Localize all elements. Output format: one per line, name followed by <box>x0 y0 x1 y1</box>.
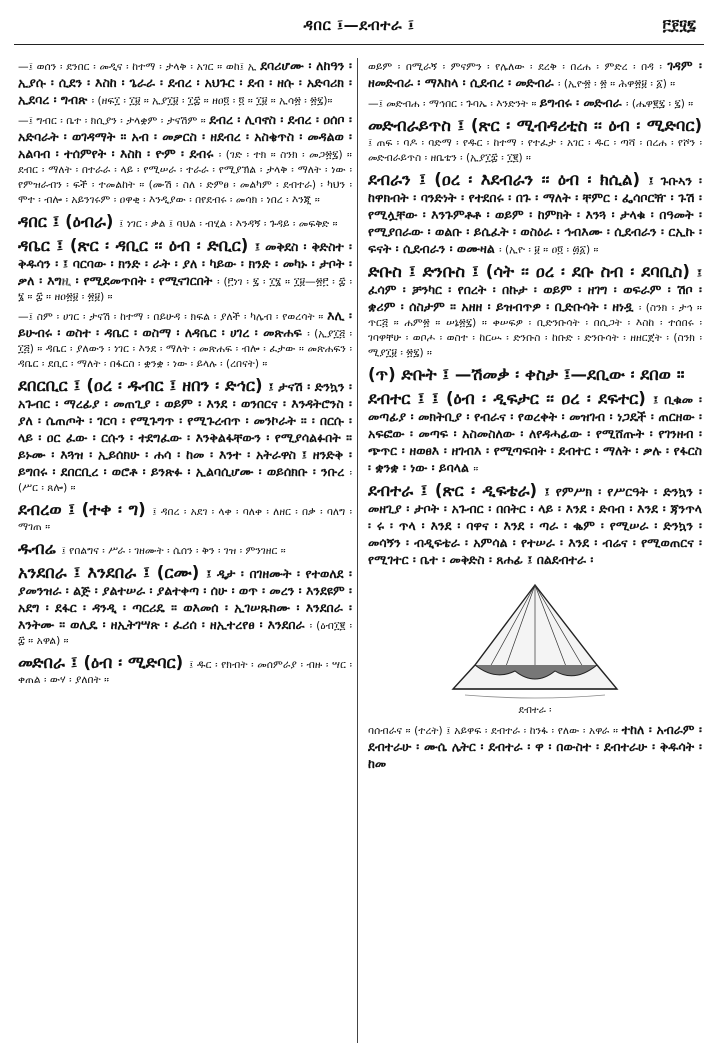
citation-text: ገዳም ፡ ዘመድብራ ፡ ማእከላ ፡ ሲደብረ ፡ መድብራ <box>368 58 702 90</box>
reference-text: ። <box>473 463 479 475</box>
dictionary-entry <box>18 562 352 649</box>
column-divider <box>357 58 358 1043</box>
reference-text: ፡ (ስንክ ፡ ታኅ ። ጥር፭ ። ሐም፳ ። ሠኔ፳፯) ። ቀሠፍዎ ፡ ቢድንቡሳት ፡ በሲጋት ፡ እስከ ፡ ተሰበሩ ፡ ገባዋቸሁ ፡ ወቦሖ ፡ ወስተ ፡ ከርሡ ፡ ድንቡስ ፡ ከቡድ ፡ ድንቡሳት ፡ ዘዘርጀት ፡ (ስንክ ፡ ሚያ፲፱ ፡ ፳፯) ። <box>368 302 702 359</box>
reference-text: ፡ (ሥር ፡ ጸሎ) ። <box>18 467 352 494</box>
reference-text: ፤ ጠፍ ፡ ባዶ ፡ ባድማ ፡ የዱር ፡ ከተማ ፡ የተፈታ ፡ አገር ፡ ዱር ፡ ጣሻ ፡ በረሐ ፡ የሾን ፡ መድብራይጥስ ፡ ዘቤቴን ፡ (ኢያ፲፰ ፡ ፲፪) ። <box>368 137 702 164</box>
headword: ድቡስ ፤ ድንቡስ ፤ (ሳት ፡፡ ዐረ ፡ ደቡ ስብ ፡ ደባቢስ) <box>368 262 697 281</box>
reference-text: ፡ (ኢያ፲፭ ፡ ፲፭) ። ዳቤር ፡ ያለውን ፡ ነገር ፡ እንደ ፡ ማለት ፡ መጽሐፍ ፡ ብሎ ፡ ፈታው ። መጽሐፍን ፡ ዳቤር ፡ ደቢር ፡ ማለት ፡ በፋርስ ፡ ቋንቋ ፡ ነው ፡ ይላሉ ፡ (ረበናት) ። <box>18 328 352 370</box>
headword: ደብተራ ፤ (ጽር ፡ ዲፍቴራ) <box>368 481 545 500</box>
entry-text: —፤ ወሰን ፡ ደንበር ፡ መዲና ፡ ከተማ ፡ ታላቅ ፡ አገር ። ወከ፤ ኢ <box>18 61 261 73</box>
dictionary-entry <box>18 538 352 559</box>
reference-text: ፡ (ሔዋ፪፯ ፡ ፯) ። <box>626 98 694 110</box>
tent-illustration <box>435 577 635 703</box>
citation-text: ደባሪሆሙ ፡ ለከዓን ፡ ኢያሱ ፡ ሲደን ፡ እስከ ፡ ጌራራ ፡ ደብረ ፡ አህጉር ፡ ደብ ፡ ዘሱ ፡ አድባሪክ ፡ ኢደባረ ፡ ግብጽ <box>18 58 352 107</box>
citation-text: ፤ የምሥክ ፡ የሥርዓት ፡ ድንኳን ፡ መዘጊያ ፡ ታቦት ፡ አጉብር ፡ በበትር ፡ ላይ ፡ እንደ ፡ ድባብ ፡ እንደ ፡ ጃንጥላ ፡ ሩ ፡ ጥላ ፡ እንደ ፡ ባዋና ፡ እንደ ፡ ጣራ ፡ ቈም ፡ የሚሠራ ፡ ድንኳን ፡ መሳኝን ፡ ብዲፍቴራ ፡ አምሳል ፡ የተሠራ ፡ እንደ ፡ ብሬና ፡ የሚወጠርና ፡ የሚገተር ፡ ቤተ ፡ መቅድስ ፡ ጸሐፊ ፤ በልደብተራ ፡ <box>368 484 702 567</box>
citation-text: እሊ ፡ ይሁብሩ ፡ ወስተ ፡ ዳቤር ፡ ወስማ ፡ ለዳቤር ፡ ሀገረ ፡ መጽሐፍ <box>18 308 352 340</box>
citation-text: ተከለ ፡ አብራም ፡ ደብተራሁ ፡ ሙሴ ሌትር ፡ ደብተራ ፡ ዋ ፡ በውስተ ፡ ደብተራሁ ፡ ቅዱሳት ፡ ከመ <box>368 722 702 771</box>
headword: ደበርቢር ፤ (ዐረ ፡ ዱብር ፤ ዘበን ፡ ድኅር) <box>18 376 269 395</box>
reference-text: ፡ (ኢዮ፳ ፡ ፳ ። ሕዋ፳፱ ፡ ፩) ። <box>558 78 676 90</box>
dictionary-entry <box>368 95 702 112</box>
headword: አንደበራ ፤ እንደበራ ፤ (ርሙ) <box>18 563 207 582</box>
reference-text: ፡ (፫ነገ ፡ ፯ ፡ ፲፮ ። ፲፱—፳፫ ፡ ፰ ፡ ፮ ። ፰ ። ዘዐ፳፱ ፡ ፳፱) ። <box>18 276 352 303</box>
reference-text: ፤ ዱር ፡ የክብት ፡ መሰምራያ ፡ ብዙ ፡ ሣር ፡ ቀጠል ፡ ውሃ ፡ ያለበት ። <box>18 659 352 686</box>
headword: ደብተር ፤ ፤ (ዕብ ፡ ዲፍታር ፡፡ ዐረ ፡ ደፍተር) <box>368 389 654 408</box>
running-head: ዳበር ፤—ደብተራ ፤ <box>303 16 415 34</box>
reference-text: ፡ (ዘፍ፲ ፡ ፲፱ ። ኢያ፲፱ ፡ ፲፰ ። ዘዐ፬ ፡ ፬ ። ፲፱ ። ኢሳ፳ ፡ ፳፯)። <box>91 95 333 107</box>
dictionary-entry <box>368 115 702 166</box>
page-header <box>14 10 704 45</box>
citation-text: ይግብሩ ፡ መድብራ <box>539 95 627 110</box>
dictionary-entry <box>18 211 352 232</box>
dictionary-entry <box>18 652 352 688</box>
dictionary-entry <box>18 308 352 372</box>
entry-text: —፤ ስም ፡ ሀገር ፡ ታናሽ ፡ ከተማ ፡ በይሁዳ ፡ ክፍል ፡ ያለች ፡ ካሌብ ፡ የወረሳት ። <box>18 311 328 323</box>
dictionary-entry <box>18 112 352 208</box>
entry-text: ባሰብራና ። (ተረት) ፤ አይዋፍ ፡ ደብተራ ፡ ከንፋ ፡ የለው ፡ አዋራ ። <box>368 725 622 737</box>
dictionary-entry <box>368 58 702 92</box>
reference-text: ፤ ዳበረ ፡ አደገ ፡ ላቀ ፡ ባለቀ ፡ ለዘር ፡ በቃ ፡ ባለግ ፡ ማገጠ ። <box>18 506 352 533</box>
reference-text: ፡ (ገድ ፡ ተክ ። ስንክ ፡ መጋ፳፯) ። ደብር ፡ ማለት ፡ በተራራ ፡ ላይ ፡ የሚሠራ ፡ ተራራ ፡ የሚያኽል ፡ ታላቅ ፡ ማለት ፡ ነው ፡ የምዝራብን ፡ ፍች ፡ ተመልከት ። (ሙሽ ፡ ስለ ፡ ድምፀ ፡ መልካም ፡ ደብተራ) ፡ ካህን ፡ ሞተ ፡ ብሎ ፡ አይንገሩም ፡ ዐዋቂ ፡ እንዲያው ፡ በየደብሩ ፡ መሳክ ፡ ነበረ ፡ እንጂ ። <box>18 149 352 206</box>
dictionary-entry <box>18 375 352 496</box>
headword: ዳበር ፤ (ዕብራ) <box>18 212 120 231</box>
dictionary-entry <box>368 169 702 258</box>
citation-text: ፤ መቅደስ ፡ ቅድስተ ፡ ቅዱሳን ፡ ፤ ባርባው ፡ ክንድ ፡ ራት ፡ ያለ ፡ ካይው ፡ ክንድ ፡ መካኑ ፡ ታቦት ፡ ቃለ ፡ እግዚ ፡ የሚደመጥበት ፡ የሚናገርበት <box>18 239 352 288</box>
headword: ዱብሬ <box>18 539 62 558</box>
page-number: ፫፻፶፯ <box>662 16 696 34</box>
entry-text: —፤ ግብር ፡ ቤተ ፡ ክሲያን ፡ ታላቋም ፡ ታናሽም ። <box>18 115 210 127</box>
right-column <box>368 58 702 1047</box>
citation-text: ፤ ታናሽ ፡ ድንኳን ፡ አጉብር ፡ ማረፊያ ፡ መጠጊያ ፡ ወይም ፡ እንደ ፡ ወንበርና ፡ እንዳትሮንስ ፡ ያለ ፡ ሴጠጦት ፡ ገርባ ፡ የሚጉግጥ ፡ የሚጉረብጥ ፡ መንኮራት ። ፡ በርሱ ፡ ላይ ፡ ዐር ፈው ፡ ርሱን ፡ ተደግፈው ፡ እንቅልፋቸውን ፡ የሚያሳልፉበት ። ይኑሙ ፡ እጓዝ ፡ ኢይሰክሁ ፡ ሐሳ ፡ ከመ ፡ እንተ ፡ አትራዋስ ፤ ዘንድቅ ፡ ይግበሩ ፡ ደበርቢረ ፡ ወሮቶ ፡ ይንጽፉ ፡ ኢልባሲሆሙ ፡ ወይሰክቡ ፡ ንቡረ <box>18 379 352 479</box>
citation-text: ፤ ጉቡኣን ፡ ከዋክብት ፡ ባንድነት ፡ የተደበሩ ፡ በጉ ፡ ማለት ፡ ቸምር ፡ ፌሳቦርዥ ፡ ጉሽ ፡ የሚሏቸው ፡ እንጉምቶቶ ፡ ወይም ፡ ከምክት ፡ እንጓ ፡ ታላቁ ፡ በዓመት ፡ የሚያበራው ፡ ወልቡ ፡ ይሴፈት ፡ ወስዕራ ፡ ኅብእሙ ፡ ሲደብራን ፡ ርኢኩ ፡ ፍናት ፡ ሲደብራን ፡ ወሙዛል <box>368 173 702 256</box>
dictionary-entry <box>368 261 702 361</box>
dictionary-entry <box>368 480 702 569</box>
dictionary-entry <box>18 58 352 109</box>
headword: (ጥ) ድቡት ፤ —ሽመቃ ፡ ቀስታ ፤—ደቢው ፡ ደበወ ። <box>368 365 685 384</box>
reference-text: ፤ ነገር ፡ ቃል ፤ ባህል ፡ ብሂል ፡ እንዳኝ ፡ ጉዳይ ፡ መፍቅድ ። <box>119 218 338 230</box>
dictionary-entry <box>368 722 702 773</box>
citation-text: ፤ ዲታ ፡ በገዘሙት ፡ የተወለደ ፡ ያመንዝራ ፡ ልጅ ፡ ያልተሠራ ፡ ያልተቀጣ ፡ ሰሁ ፡ ወጥ ፡ መረን ፡ እንደዩም ፡ አደግ ፡ ደፋር ፡ ዳንዲ ፡ ጣርሪዴ ። ወእመሰ ፡ ኢገሠጹክሙ ፡ እንደበራ ፡ እንትሙ ። ወሊዴ ፡ ዘኢትገሣጽ ፡ ፈሪሰ ፡ ዘኢተረየፀ ፡ እንደበራ <box>18 566 352 632</box>
headword: ደብራን ፤ (ዐረ ፡ እደብራን ፡፡ ዕብ ፡ ክሲል) <box>368 170 649 189</box>
headword: መድብራይጥስ ፤ (ጽር ፡ ሚብዳሪቲስ ፡፡ ዕብ ፡ ሚድባር) <box>368 116 702 135</box>
headword: መድበራ ፤ (ዕብ ፡ ሚድባር) <box>18 653 190 672</box>
dictionary-entry <box>368 364 702 385</box>
dictionary-entry <box>18 235 352 305</box>
illustration-caption: ደብተራ ፡ <box>518 705 552 716</box>
reference-text: ፡ (ኢዮ ፡ ፱ ። ዐ፬ ፡ ፴፩) ። <box>499 244 599 256</box>
dictionary-entry <box>18 499 352 535</box>
reference-text: ፡ (ዕብ፲፪ ፡ ፰ ። አዋል) ። <box>18 620 352 647</box>
left-column <box>18 58 352 1047</box>
dictionary-entry <box>368 388 702 477</box>
entry-text: —፤ መድብሐ ፡ ማኅበር ፡ ጉባኤ ፡ እንድንት ። <box>368 98 540 110</box>
entry-text: ወይም ፡ በሚራኝ ፡ ምናምን ፡ የሌለው ፡ ደረቅ ፡ በረሐ ፡ ምድረ ፡ በዳ ፡ <box>368 61 668 73</box>
citation-text: ፤ ፈሳም ፡ ቻንካር ፡ የበረት ፡ በኩታ ፡ ወይም ፡ ዘገግ ፡ ወፍራም ፡ ሽቦ ፡ ቋሪም ፡ ሰስታም ። አዘዘ ፡ ይዝብጥዎ ፡ ቢድቡሳት ፡ ዘነዷ <box>368 265 702 314</box>
citation-text: ደብረ ፡ ሊባኖስ ፡ ደብረ ፡ ዐሰቦ ፡ አድባራት ፡ ወገዳማት ። አብ ፡ መቃርስ ፡ ዘደብረ ፡ አስቄጥስ ፡ መዳልወ ፡ አልባብ ፡ ተሰምየት ፡ እስከ ፡ ዮም ፡ ደብሩ <box>18 112 352 161</box>
headword: ዳቤር ፤ (ጽር ፡ ዳቢር ፡፡ ዕብ ፡ ድቢር) <box>18 236 255 255</box>
reference-text: ፤ የበልግና ፡ ሥራ ፡ ገዘሙት ፡ ሴሰን ፡ ቅን ፡ ገዝ ፡ ምንገዘር ። <box>61 545 286 557</box>
headword: ደብረወ ፤ (ተቀ ፡ ግ) <box>18 500 153 519</box>
citation-text: ፤ ቢቁመ ፡ መጣፊያ ፡ መክትቢያ ፡ የብራና ፡ የወረቀት ፡ መዝገብ ፡ ነጋዴች ፡ ጠርዘው ፡ አፍፎው ፡ መጣፍ ፡ አስመስለው ፡ ለየዳሓፊው ፡ የሚሸጡት ፡ የገንዘብ ፡ ጭጥር ፡ ዘወፀእ ፡ ዘገብእ ፡ የሚጣፍበት ፡ ደብተር ፡ ማለት ፡ ቃሉ ፡ የፋርስ ፡ ቋንቋ ፡ ነው ፡ ይባላል <box>368 392 702 475</box>
